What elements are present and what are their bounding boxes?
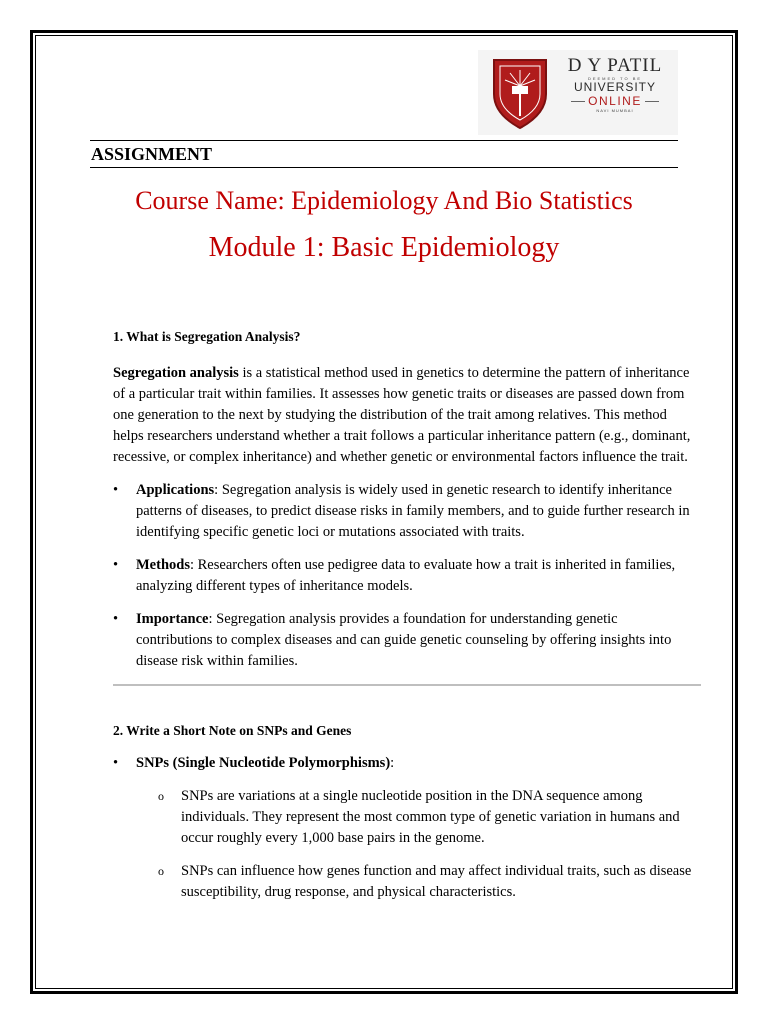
section-divider: [113, 684, 701, 686]
logo-university: UNIVERSITY: [573, 80, 656, 94]
list-item: • SNPs (Single Nucleotide Polymorphisms):: [113, 755, 395, 771]
list-item: o SNPs can influence how genes function and may affect individual traits, such as disease susceptibility, drug response, and physical characteristics.: [158, 863, 692, 900]
university-logo: [478, 50, 678, 135]
list-item: • Applications: Segregation analysis is widely used in genetic research to identify inheritance patterns of diseases, to predict disease risks in family members, and to guide further research in identifying specific genetic loci or mutations associated with traits.: [113, 482, 690, 540]
course-title: Course Name: Epidemiology And Bio Statistics: [135, 186, 633, 215]
snp-bullets: [113, 753, 693, 774]
shield-icon: [490, 56, 550, 130]
list-item: • Importance: Segregation analysis provides a foundation for understanding genetic contributions to complex diseases and can guide genetic counseling by offering insights into disease risk within families.: [113, 611, 672, 669]
logo-name: D Y PATIL: [567, 55, 663, 76]
logo-online: ONLINE: [556, 94, 674, 108]
list-item: o SNPs are variations at a single nucleotide position in the DNA sequence among individuals. They represent the most common type of genetic variation in humans and occur roughly every 1,000 base pairs in the genome.: [158, 788, 680, 846]
assignment-label: ASSIGNMENT: [91, 144, 213, 164]
logo-location: NAVI MUMBAI: [596, 108, 634, 113]
list-item: • Methods: Researchers often use pedigree data to evaluate how a trait is inherited in families, analyzing different types of inheritance models.: [113, 557, 676, 594]
header-rule-top: [90, 140, 678, 141]
header-rule-bottom: [90, 167, 678, 168]
module-title: Module 1: Basic Epidemiology: [208, 232, 560, 263]
logo-text: [556, 56, 674, 114]
logo-tagline: DEEMED TO BE: [587, 76, 643, 81]
intro-paragraph: Segregation analysis is a statistical method used in genetics to determine the pattern of inheritance of a particular trait within families. It assesses how genetic traits or diseases are passed down from one generation to the next by studying the distribution of the trait among relatives. This method helps researchers understand whether a trait follows a particular inheritance pattern (e.g., dominant, recessive, or complex inheritance) and whether genetic or environmental factors influence the trait.: [113, 365, 691, 465]
segregation-bullets: [113, 480, 693, 672]
snp-sub-list: [113, 786, 693, 903]
question-2-heading: 2. Write a Short Note on SNPs and Genes: [113, 723, 352, 738]
question-1-heading: 1. What is Segregation Analysis?: [113, 329, 301, 344]
document-body: [113, 326, 693, 915]
